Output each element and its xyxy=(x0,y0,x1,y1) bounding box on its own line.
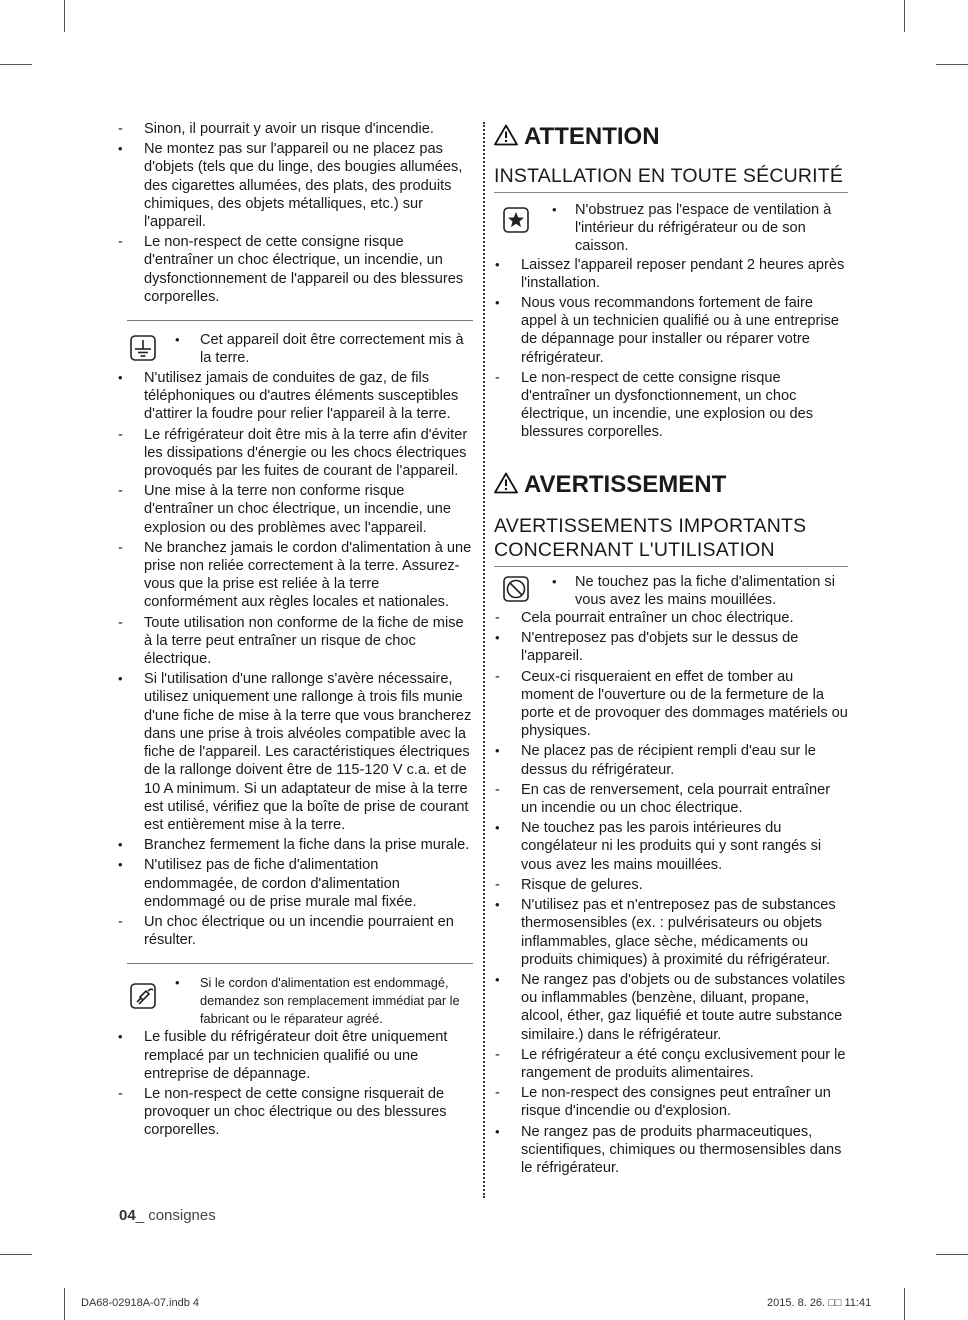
dash-marker: - xyxy=(118,121,123,137)
bullet-item xyxy=(494,629,848,665)
item-text: Ceux-ci risqueraient en effet de tomber au moment de l'ouverture ou de la fermeture de la porte et de provoquer des dommages matériels ou physiques. xyxy=(521,668,848,740)
column-divider xyxy=(483,122,485,1198)
install-section-title: INSTALLATION EN TOUTE SÉCURITÉ xyxy=(494,165,844,187)
bullet-item xyxy=(494,256,848,292)
dash-item xyxy=(117,614,473,669)
dash-marker: - xyxy=(118,614,123,631)
page-number: 04 xyxy=(119,1207,136,1224)
section-rule xyxy=(494,566,848,567)
crop-mark xyxy=(0,1254,32,1255)
left-list-3 xyxy=(117,1028,473,1139)
item-text: Le non-respect de cette consigne risque d'entraîner un choc électrique, un incendie, un dysfonctionnement de l'appareil ou des blessures corporelles. xyxy=(144,234,464,305)
section-rule xyxy=(127,320,473,321)
dash-marker: - xyxy=(495,610,500,627)
dash-item xyxy=(117,539,473,612)
section-rule xyxy=(494,192,848,193)
left-list-1 xyxy=(117,120,473,306)
item-text: Ne branchez jamais le cordon d'alimentation à une prise non reliée correctement à la terre. Assurez-vous que la prise est reliée à la terre conformément aux règles locales et nationales. xyxy=(144,539,472,611)
ventilation-note-text: N'obstruez pas l'espace de ventilation à l'intérieur du réfrigérateur ou de son caisson. xyxy=(575,202,832,255)
right-list-1 xyxy=(494,256,848,442)
dash-item xyxy=(117,426,473,481)
item-text: Le fusible du réfrigérateur doit être uniquement remplacé par un technicien qualifié ou une entreprise de dépannage. xyxy=(144,1029,448,1082)
crop-mark xyxy=(936,64,968,65)
item-text: Ne placez pas de récipient rempli d'eau sur le dessus du réfrigérateur. xyxy=(521,743,816,778)
dash-marker: - xyxy=(118,483,123,500)
crop-mark xyxy=(0,64,32,65)
bullet-marker: • xyxy=(495,820,500,836)
usage-section-title xyxy=(494,514,848,562)
item-text: Si l'utilisation d'une rallonge s'avère nécessaire, utilisez uniquement une rallonge à trois fils munie d'une fiche de mise à la terre que vous brancherez dans une prise à trois alvéoles compatible avec la fiche de l'appareil. Les caractéristiques électriques de la rallonge doivent être de 115-120 V c.a. et de 10 A minimum. Si un adaptateur de mise à la terre est utilisé, vérifiez que la boîte de prise de courant est entièrement mise à la terre. xyxy=(144,671,472,833)
dash-item xyxy=(117,120,473,138)
cord-note: • Si le cordon d'alimentation est endommagé, demandez son remplacement immédiat par le fabricant ou le réparateur agréé. xyxy=(117,974,473,1028)
bullet-item xyxy=(117,836,473,854)
imprint-date: 2015. 8. 26. □□ 11:41 xyxy=(767,1297,872,1309)
item-text: Ne touchez pas les parois intérieures du congélateur ni les produits qui y sont rangés si vous avez les mains mouillées. xyxy=(521,820,822,873)
item-text: N'utilisez pas et n'entreposez pas de substances thermosensibles (ex. : pulvérisateurs ou objets inflammables, glace sèche, médicaments ou produits chimiques) à proximité du réfrigérateur. xyxy=(521,897,836,968)
dash-marker: - xyxy=(118,1085,123,1102)
wet-hands-note: • Ne touchez pas la fiche d'alimentation si vous avez les mains mouillées. xyxy=(494,573,848,609)
bullet-item xyxy=(117,856,473,911)
dash-marker: - xyxy=(495,876,500,893)
crop-mark xyxy=(64,0,65,32)
dash-marker: - xyxy=(118,539,123,556)
dash-marker: - xyxy=(118,426,123,443)
item-text: Le non-respect de cette consigne risque d'entraîner un dysfonctionnement, un choc électrique, un incendie, une explosion ou des blessures corporelles. xyxy=(521,369,814,441)
attention-title: ATTENTION xyxy=(524,123,660,150)
warning-triangle-icon xyxy=(494,124,518,146)
bullet-item xyxy=(117,1028,473,1083)
bullet-marker: • xyxy=(118,671,123,687)
bullet-marker: • xyxy=(118,857,123,873)
bullet-marker: • xyxy=(495,630,500,646)
ventilation-note: • N'obstruez pas l'espace de ventilation à l'intérieur du réfrigérateur ou de son caisson. xyxy=(494,201,848,256)
item-text: N'utilisez jamais de conduites de gaz, de fils téléphoniques ou d'autres éléments susceptibles d'attirer la foudre pour relier l'appareil à la terre. xyxy=(144,370,459,423)
usage-title-line1: AVERTISSEMENTS IMPORTANTS xyxy=(494,514,807,537)
bullet-marker: • xyxy=(118,1029,123,1045)
imprint-file: DA68-02918A-07.indb 4 xyxy=(81,1297,200,1309)
bullet-item xyxy=(117,670,473,834)
warning-title: AVERTISSEMENT xyxy=(524,470,727,498)
item-text: Nous vous recommandons fortement de faire appel à un technicien qualifié ou à une entreprise de dépannage pour installer ou réparer votre réfrigérateur. xyxy=(521,295,840,366)
attention-heading xyxy=(494,122,848,152)
left-list-2 xyxy=(117,369,473,949)
crop-mark xyxy=(64,1288,65,1320)
bullet-item xyxy=(494,1123,848,1178)
dash-marker: - xyxy=(118,913,123,930)
bullet-item xyxy=(117,369,473,424)
page-footer xyxy=(119,1207,216,1224)
dash-item xyxy=(494,781,848,817)
ground-note-text: Cet appareil doit être correctement mis à la terre. xyxy=(200,332,464,367)
bullet-item xyxy=(494,294,848,367)
item-text: N'utilisez pas de fiche d'alimentation endommagée, de cordon d'alimentation endommagé ou de prise murale mal fixée. xyxy=(144,857,417,910)
dash-marker: - xyxy=(495,668,500,685)
item-text: Risque de gelures. xyxy=(521,876,643,893)
bullet-item xyxy=(494,896,848,969)
ground-note: • Cet appareil doit être correctement mis à la terre. xyxy=(117,331,473,369)
item-text: Laissez l'appareil reposer pendant 2 heures après l'installation. xyxy=(521,256,845,291)
section-rule xyxy=(127,963,473,964)
bullet-marker: • xyxy=(495,743,500,759)
crop-mark xyxy=(904,0,905,32)
item-text: Branchez fermement la fiche dans la prise murale. xyxy=(144,837,470,854)
bullet-marker: • xyxy=(118,370,123,386)
item-text: Cela pourrait entraîner un choc électrique. xyxy=(521,610,794,627)
dash-marker: - xyxy=(495,1046,500,1063)
item-text: N'entreposez pas d'objets sur le dessus de l'appareil. xyxy=(521,630,799,665)
bullet-item xyxy=(494,819,848,874)
warning-heading xyxy=(494,470,848,500)
right-list-2 xyxy=(494,609,848,1177)
item-text: Le non-respect de cette consigne risquerait de provoquer un choc électrique ou des blessures corporelles. xyxy=(144,1085,447,1139)
page-label: _ consignes xyxy=(135,1207,216,1224)
dash-item xyxy=(117,913,473,949)
item-text: Un choc électrique ou un incendie pourraient en résulter. xyxy=(144,913,454,949)
dash-marker: - xyxy=(495,781,500,798)
dash-item xyxy=(117,482,473,537)
dash-marker: - xyxy=(495,1085,500,1102)
dash-item xyxy=(494,876,848,894)
crop-mark xyxy=(936,1254,968,1255)
item-text: Toute utilisation non conforme de la fiche de mise à la terre peut entraîner un risque de choc électrique. xyxy=(144,614,464,668)
bullet-item xyxy=(494,742,848,778)
item-text: Ne rangez pas d'objets ou de substances volatiles ou inflammables (benzène, diluant, propane, alcool, éther, gaz liquéfié et toute autre substance similaire.) dans le réfrigérateur. xyxy=(521,971,846,1043)
item-text: Une mise à la terre non conforme risque d'entraîner un choc électrique, un incendie, une explosion ou des problèmes avec l'appareil. xyxy=(144,483,452,536)
left-column xyxy=(117,120,473,1140)
bullet-marker: • xyxy=(495,897,500,913)
item-text: En cas de renversement, cela pourrait entraîner un incendie ou un choc électrique. xyxy=(521,781,831,817)
bullet-marker: • xyxy=(118,837,123,853)
crop-mark xyxy=(904,1288,905,1320)
usage-title-line2: CONCERNANT L'UTILISATION xyxy=(494,538,775,561)
bullet-item xyxy=(494,971,848,1044)
wet-hands-note-text: Ne touchez pas la fiche d'alimentation si vous avez les mains mouillées. xyxy=(575,573,835,608)
item-text: Le réfrigérateur a été conçu exclusivement pour le rangement de produits alimentaires. xyxy=(521,1046,846,1081)
item-text: Le non-respect des consignes peut entraîner un risque d'incendie ou d'explosion. xyxy=(521,1085,831,1120)
dash-item xyxy=(494,668,848,741)
bullet-marker: • xyxy=(495,971,500,987)
item-text: Ne rangez pas de produits pharmaceutiques, scientifiques, chimiques ou thermosensibles dans le réfrigérateur. xyxy=(521,1123,842,1176)
dash-item xyxy=(117,1085,473,1140)
item-text: Ne montez pas sur l'appareil ou ne placez pas d'objets (tels que du linge, des bougies allumées, des cigarettes allumées, des plats, des produits chimiques, des objets métalliques, etc.) sur l'appareil. xyxy=(144,141,463,231)
dash-item xyxy=(117,233,473,306)
dash-item xyxy=(494,1084,848,1120)
dash-marker: - xyxy=(495,369,500,386)
dash-item xyxy=(494,609,848,627)
dash-marker: - xyxy=(118,234,123,251)
dash-item xyxy=(494,1046,848,1082)
item-text: Sinon, il pourrait y avoir un risque d'incendie. xyxy=(144,121,434,137)
bullet-marker: • xyxy=(118,141,123,157)
bullet-item xyxy=(117,140,473,231)
item-text: Le réfrigérateur doit être mis à la terre afin d'éviter les dissipations d'énergie ou les chocs électriques provoqués par les fuites de courant de l'appareil. xyxy=(144,426,468,480)
warning-triangle-icon xyxy=(494,472,518,494)
bullet-marker: • xyxy=(495,295,500,311)
dash-item xyxy=(494,369,848,442)
bullet-marker: • xyxy=(495,1123,500,1139)
cord-note-text: Si le cordon d'alimentation est endommagé, demandez son remplacement immédiat par le fabricant ou le réparateur agréé. xyxy=(200,975,460,1027)
right-column xyxy=(494,120,848,1177)
bullet-marker: • xyxy=(495,256,500,272)
